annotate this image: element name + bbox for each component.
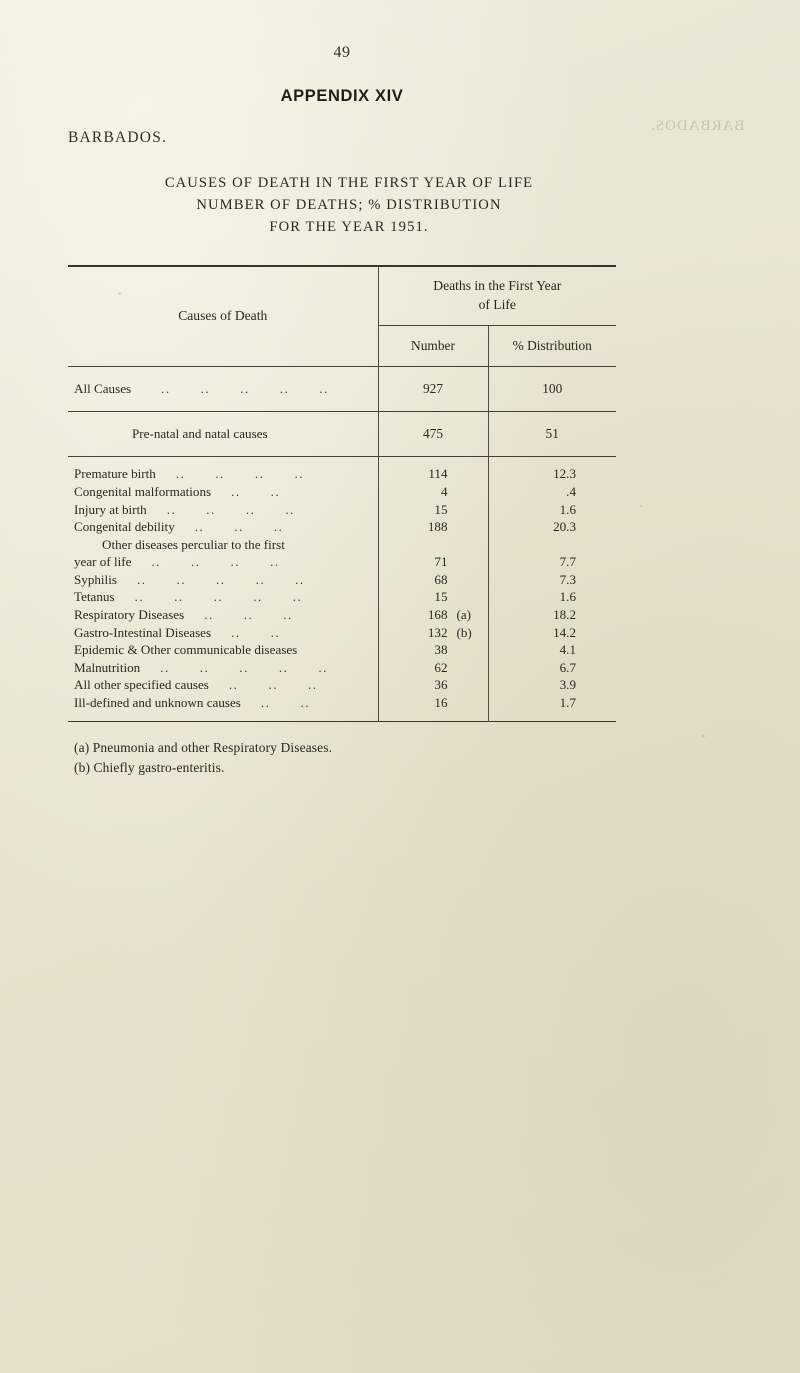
spacer-row — [68, 457, 616, 466]
table-row — [68, 659, 616, 677]
dot-leader: .. — [283, 607, 293, 623]
row-pct: 14.2 — [488, 624, 616, 642]
row-pct: 7.7 — [488, 553, 616, 571]
row-number-value: 188 — [427, 519, 448, 535]
paper-speck — [640, 505, 642, 507]
row-pct: 7.3 — [488, 571, 616, 589]
show-through-ghost-text: BARBADOS. — [649, 118, 744, 134]
row-number-value: 114 — [428, 466, 448, 482]
dot-leader: .. — [245, 501, 256, 517]
dot-leader: .. — [268, 677, 278, 693]
dot-leader: .. — [190, 554, 201, 570]
dot-leader: .. — [255, 571, 266, 587]
table-row — [68, 518, 616, 536]
dot-leader: .. — [151, 554, 161, 570]
dot-leader: .. — [166, 501, 177, 517]
footnote-marker: (a) — [456, 607, 472, 623]
row-number — [378, 501, 488, 519]
header-pct-distribution: % Distribution — [488, 326, 616, 367]
row-pct: 20.3 — [488, 518, 616, 536]
dot-leader: .. — [254, 466, 265, 482]
row-number-value: 168 (a) — [427, 607, 472, 623]
table-title-line-2: NUMBER OF DEATHS; % DISTRIBUTION — [196, 197, 502, 214]
dot-leader: .. — [215, 466, 225, 482]
table-row — [68, 553, 616, 571]
dot-leader: .. — [194, 519, 205, 535]
row-label-text: Malnutrition — [74, 659, 141, 675]
footnote-marker: (b) — [456, 624, 472, 640]
dot-leader: .. — [318, 659, 328, 675]
causes-of-death-table — [68, 265, 616, 722]
row-pct: .4 — [488, 483, 616, 501]
row-label — [68, 571, 378, 589]
row-number-value: 36 — [434, 677, 448, 693]
dot-leader: .. — [239, 659, 249, 675]
row-label — [68, 659, 378, 677]
row-number-all-causes: 927 — [378, 367, 488, 412]
dot-leader: .. — [174, 589, 184, 605]
dot-leader: .. — [285, 501, 295, 517]
row-number-value: 4 — [440, 483, 448, 499]
row-pct — [488, 536, 616, 554]
dot-leader: .. — [199, 659, 210, 675]
table-title-line-3: FOR THE YEAR 1951. — [269, 219, 429, 236]
row-label-pre-natal: Pre-natal and natal causes — [132, 425, 268, 441]
dot-leader: .. — [294, 466, 304, 482]
dot-leader: .. — [300, 695, 310, 711]
row-label — [68, 466, 378, 484]
dot-leader: .. — [204, 607, 214, 623]
row-number-value: 16 — [434, 695, 448, 711]
dot-leader: .. — [278, 659, 289, 675]
row-label — [68, 677, 378, 695]
table-row-pre-natal — [68, 412, 616, 457]
table-row — [68, 589, 616, 607]
row-label-text: Other diseases perculiar to the first — [102, 536, 285, 552]
row-number — [378, 624, 488, 642]
row-number — [378, 571, 488, 589]
dot-leader: .. — [307, 677, 318, 693]
row-label-text: Ill-defined and unknown causes — [74, 695, 241, 711]
dot-leader: .. — [273, 519, 284, 535]
table-row — [68, 501, 616, 519]
row-number — [378, 606, 488, 624]
row-number — [378, 589, 488, 607]
paper-speck — [702, 735, 705, 737]
dot-leader: .. — [292, 589, 303, 605]
dot-leader: .. — [270, 554, 280, 570]
row-label — [68, 553, 378, 571]
country-heading: BARBADOS. — [68, 129, 168, 146]
row-pct-all-causes: 100 — [488, 367, 616, 412]
row-pct-pre-natal: 51 — [488, 412, 616, 457]
spacer-row-bottom — [68, 712, 616, 722]
deaths-table-wrapper — [68, 265, 616, 722]
row-label-text: Syphilis — [74, 571, 117, 587]
row-label — [68, 606, 378, 624]
row-label-text: All other specified causes — [74, 677, 209, 693]
dot-leader: .. — [270, 483, 281, 499]
row-number-value: 62 — [434, 659, 448, 675]
row-pct: 4.1 — [488, 641, 616, 659]
row-label-text: Gastro-Intestinal Diseases — [74, 624, 212, 640]
row-number-value: 15 — [434, 501, 448, 517]
dot-leader: .. — [228, 677, 239, 693]
footnotes — [68, 738, 616, 778]
dot-leader: .. — [160, 659, 170, 675]
footnote-a: (a) Pneumonia and other Respiratory Diseases. — [74, 739, 333, 755]
row-label — [68, 501, 378, 519]
row-number-value: 38 — [434, 642, 448, 658]
table-row — [68, 694, 616, 712]
row-number — [378, 553, 488, 571]
row-number — [378, 659, 488, 677]
dot-leader: .. — [206, 501, 216, 517]
table-row — [68, 624, 616, 642]
table-title — [68, 172, 616, 239]
table-bottom-rule — [68, 721, 616, 722]
row-pct: 1.6 — [488, 501, 616, 519]
row-label — [68, 641, 378, 659]
row-number-value: 71 — [434, 554, 448, 570]
header-deaths-line-1: Deaths in the First Year — [433, 277, 562, 293]
dot-leader: .. — [234, 519, 244, 535]
table-title-line-1: CAUSES OF DEATH IN THE FIRST YEAR OF LIFE — [164, 175, 534, 191]
dot-leader: .. — [136, 571, 147, 587]
row-number — [378, 536, 488, 554]
dot-leader: .. — [270, 624, 281, 640]
dot-leader: .. — [176, 571, 187, 587]
dot-leader: .. — [253, 589, 263, 605]
table-row — [68, 571, 616, 589]
dot-leader: .. — [213, 589, 224, 605]
header-number: Number — [378, 326, 488, 367]
row-number — [378, 694, 488, 712]
table-row — [68, 606, 616, 624]
row-pct: 18.2 — [488, 606, 616, 624]
row-number-pre-natal: 475 — [378, 412, 488, 457]
row-label — [68, 589, 378, 607]
row-pct: 12.3 — [488, 466, 616, 484]
row-pct: 1.7 — [488, 694, 616, 712]
row-label-text: Epidemic & Other communicable diseases — [74, 642, 298, 658]
dot-leader: .. — [216, 571, 226, 587]
row-label-text: Congenital debility — [74, 519, 175, 535]
row-number — [378, 518, 488, 536]
row-number-value: 15 — [434, 589, 448, 605]
page-number: 49 — [333, 44, 351, 61]
row-number-value: 132 (b) — [427, 624, 472, 640]
header-causes-of-death: Causes of Death — [178, 307, 268, 323]
row-number — [378, 483, 488, 501]
dot-leader: .. — [230, 554, 241, 570]
row-label-text: Injury at birth — [74, 501, 147, 517]
row-label — [68, 483, 378, 501]
header-deaths-first-year — [378, 267, 616, 326]
row-label — [68, 518, 378, 536]
row-label-all-causes: All Causes .. .. .. .. .. — [74, 380, 329, 396]
row-label — [68, 694, 378, 712]
dot-leader: .. — [231, 483, 241, 499]
table-row-all-causes — [68, 367, 616, 412]
row-label-text: Tetanus — [74, 589, 115, 605]
row-label-text: Premature birth — [74, 466, 156, 482]
row-number — [378, 466, 488, 484]
dot-leader: .. — [243, 607, 254, 623]
table-body-rows — [68, 466, 616, 712]
table-row — [68, 536, 616, 554]
row-label — [68, 624, 378, 642]
dot-leader: .. — [295, 571, 305, 587]
dot-leader: .. — [260, 695, 271, 711]
row-label-text: Respiratory Diseases — [74, 607, 185, 623]
row-number-value: 68 — [434, 571, 448, 587]
table-row — [68, 641, 616, 659]
row-pct: 1.6 — [488, 589, 616, 607]
table-row — [68, 466, 616, 484]
row-number — [378, 677, 488, 695]
header-deaths-line-2: of Life — [478, 296, 516, 312]
table-row — [68, 677, 616, 695]
dot-leader: .. — [175, 466, 186, 482]
dot-leader: .. — [134, 589, 145, 605]
row-label-text: Congenital malformations — [74, 483, 212, 499]
table-row — [68, 483, 616, 501]
row-pct: 6.7 — [488, 659, 616, 677]
row-label-text: year of life — [74, 554, 132, 570]
table-header-group-row — [68, 267, 616, 326]
dot-leader: .. — [231, 624, 241, 640]
row-pct: 3.9 — [488, 677, 616, 695]
footnote-b: (b) Chiefly gastro-enteritis. — [74, 759, 225, 775]
row-number — [378, 641, 488, 659]
appendix-title: APPENDIX XIV — [280, 87, 404, 105]
row-label — [68, 536, 378, 554]
